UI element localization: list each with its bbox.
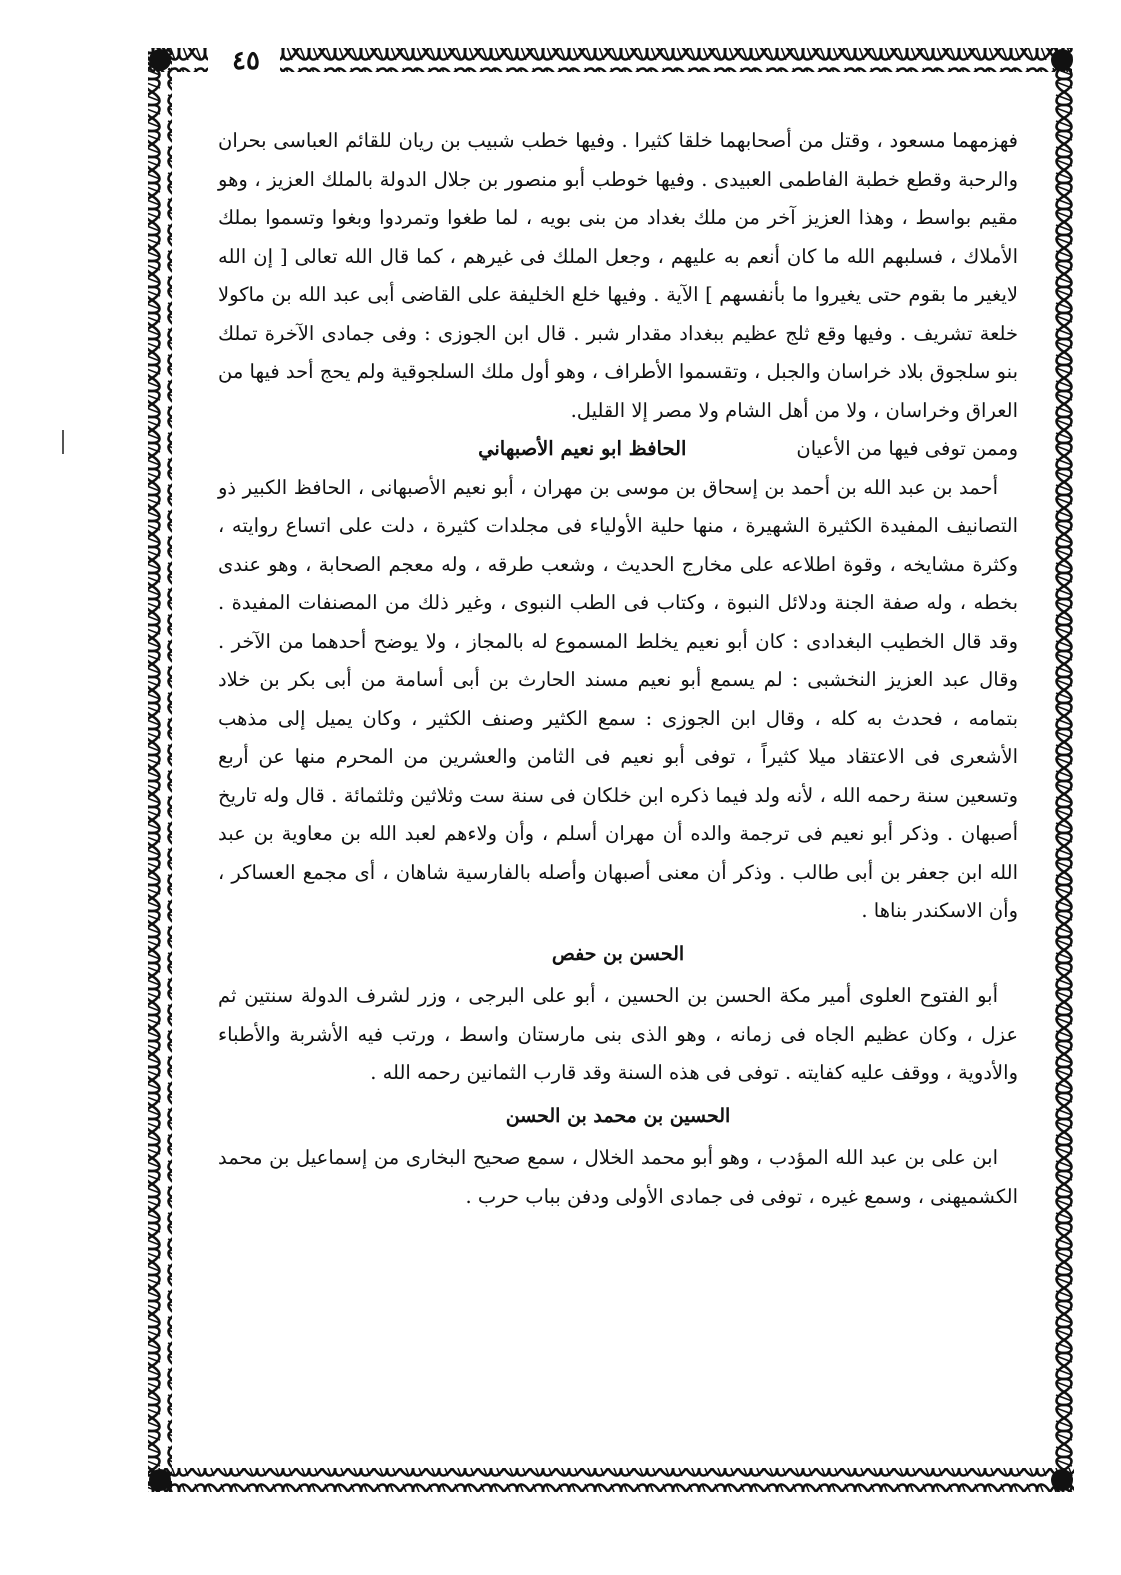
section-3-title: الحسين بن محمد بن الحسن [505, 1104, 731, 1127]
opening-paragraph: فهزمهما مسعود ، وقتل من أصحابهما خلقا كثيرا . وفيها خطب شبيب بن ريان للقائم العباسى بحران والرحبة وقطع خطبة الفاطمى العبيدى . وفيها خوطب أبو منصور بن جلال الدولة بالملك العزيز ، وهو مقيم بواسط ، وهذا العزيز آخر من ملك بغداد من بنى بويه ، لما طغوا وتمردوا وبغوا وتسموا بملك الأملاك ، فسلبهم الله ما كان أنعم به عليهم ، وجعل الملك فى غيرهم ، كما قال الله تعالى [ إن الله لايغير ما بقوم حتى يغيروا ما بأنفسهم ] الآية . وفيها خلع الخليفة على القاضى أبى عبد الله بن ماكولا خلعة تشريف . وفيها وقع ثلج عظيم ببغداد مقدار شبر . قال ابن الجوزى : وفى جمادى الآخرة تملك بنو سلجوق بلاد خراسان والجبل ، وتقسموا الأطراف ، وهو أول ملك السلجوقية ولم يحج أحد فيها من العراق وخراسان ، ولا من أهل الشام ولا مصر إلا القليل. [218, 129, 1018, 422]
section-1-lead: وممن توفى فيها من الأعيان [796, 437, 1018, 460]
section-1-title: الحافظ ابو نعيم الأصبهاني [478, 437, 687, 460]
section-1-body: أحمد بن عبد الله بن أحمد بن إسحاق بن موسى بن مهران ، أبو نعيم الأصبهانى ، الحافظ الكبير ذو التصانيف المفيدة الكثيرة الشهيرة ، منها حلية الأولياء فى مجلدات كثيرة ، دلت على اتساع روايته ، وكثرة مشايخه ، وقوة اطلاعه على مخارج الحديث ، وشعب طرقه ، وله معجم الصحابة ، وهو عندى بخطه ، وله صفة الجنة ودلائل النبوة ، وكتاب فى الطب النبوى ، وغير ذلك من المصنفات المفيدة . وقد قال الخطيب البغدادى : كان أبو نعيم يخلط المسموع له بالمجاز ، ولا يوضح أحدهما من الآخر . وقال عبد العزيز النخشبى : لم يسمع أبو نعيم مسند الحارث بن أبى أسامة من أبى بكر بن خلاد بتمامه ، فحدث به كله ، وقال ابن الجوزى : سمع الكثير وصنف الكثير ، وكان يميل إلى مذهب الأشعرى فى الاعتقاد ميلا كثيراً ، توفى أبو نعيم فى الثامن والعشرين من المحرم منها عن أربع وتسعين سنة رحمه الله ، لأنه ولد فيما ذكره ابن خلكان فى سنة ست وثلاثين وثلثمائة . قال وله تاريخ أصبهان . وذكر أبو نعيم فى ترجمة والده أن مهران أسلم ، وأن ولاءهم لعبد الله بن معاوية بن عبد الله ابن جعفر بن أبى طالب . وذكر أن معنى أصبهان وأصله بالفارسية شاهان ، أى مجمع العساكر ، وأن الاسكندر بناها . [218, 475, 1018, 922]
scan-mark [62, 430, 64, 454]
section-1-header-line [218, 430, 1018, 469]
page-body [218, 122, 1018, 1397]
section-2-body: أبو الفتوح العلوى أمير مكة الحسن بن الحسين ، أبو على البرجى ، وزر لشرف الدولة سنتين ثم عزل ، وكان عظيم الجاه فى زمانه ، وهو الذى بنى مارستان واسط ، ورتب فيه الأشربة والأطباء والأدوية ، ووقف عليه كفايته . توفى فى هذه السنة وقد قارب الثمانين رحمه الله . [218, 984, 1018, 1084]
section-3-body: ابن على بن عبد الله المؤدب ، وهو أبو محمد الخلال ، سمع صحيح البخارى من إسماعيل بن محمد الكشميهنى ، وسمع غيره ، توفى فى جمادى الأولى ودفن بباب حرب . [218, 1146, 1018, 1208]
section-2-title: الحسن بن حفص [551, 942, 685, 965]
page-number: ٤٥ [232, 46, 260, 76]
